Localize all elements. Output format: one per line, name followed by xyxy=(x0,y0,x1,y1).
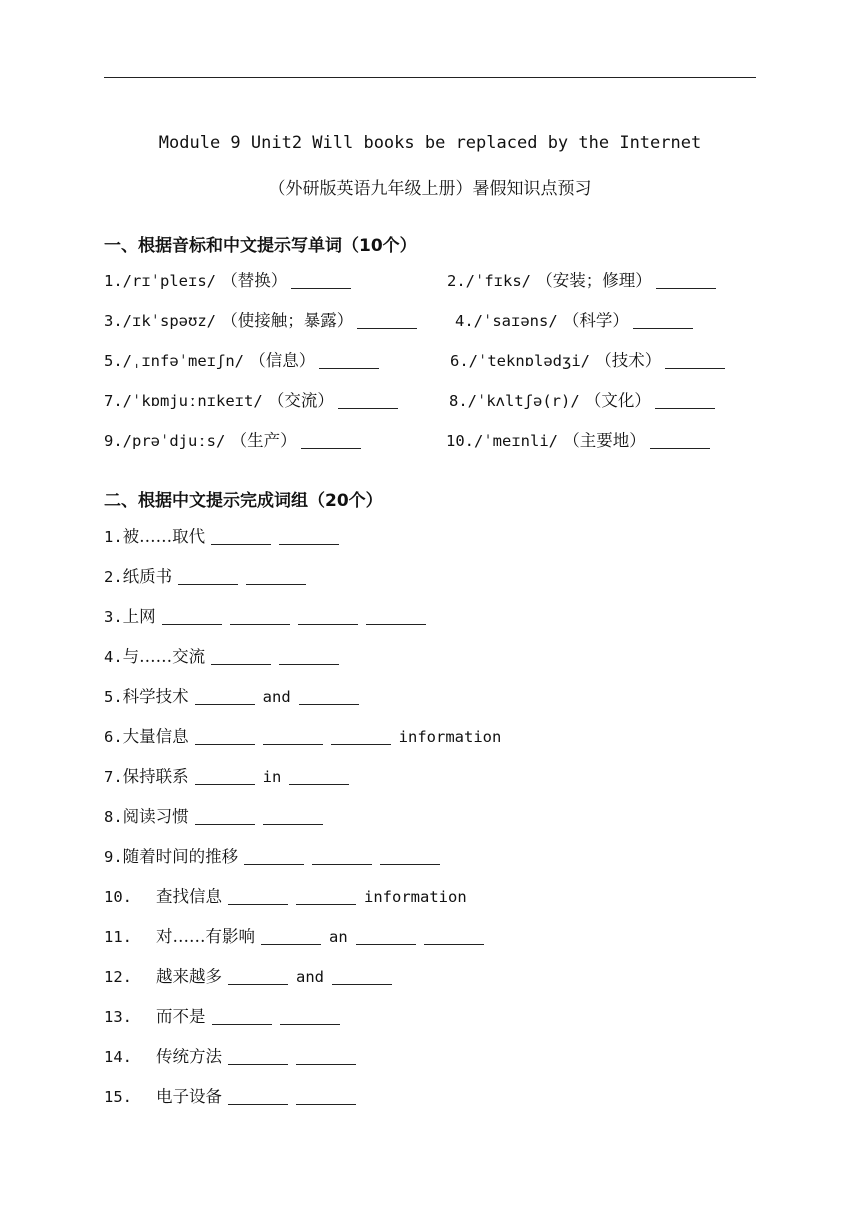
answer-blank[interactable] xyxy=(332,983,392,985)
phonetic: /rɪˈpleɪs/ xyxy=(122,272,216,290)
item-number: 9. xyxy=(104,432,123,450)
vocab-item xyxy=(104,270,355,292)
document-title-english: Module 9 Unit2 Will books be replaced by the Internet xyxy=(158,133,702,153)
answer-blank[interactable] xyxy=(633,327,693,329)
answer-blank[interactable] xyxy=(296,1063,356,1065)
phrase-prompt: 随着时间的推移 xyxy=(122,847,239,866)
phrase-item xyxy=(104,1086,360,1108)
answer-blank[interactable] xyxy=(228,1103,288,1105)
phrase-item xyxy=(104,686,363,708)
meaning: （主要地） xyxy=(563,431,646,450)
meaning: （替换） xyxy=(221,271,288,290)
meaning: （交流） xyxy=(267,391,334,410)
item-number: 4. xyxy=(455,312,474,330)
answer-blank[interactable] xyxy=(212,1023,272,1025)
phrase-prompt: 电子设备 xyxy=(156,1087,222,1106)
answer-blank[interactable] xyxy=(655,407,715,409)
item-number: 14. xyxy=(104,1048,132,1066)
answer-blank[interactable] xyxy=(280,1023,340,1025)
item-number: 3. xyxy=(104,312,123,330)
item-number: 8. xyxy=(449,392,468,410)
meaning: （生产） xyxy=(230,431,297,450)
phrase-item xyxy=(104,846,444,868)
answer-blank[interactable] xyxy=(228,983,288,985)
vocab-item xyxy=(104,430,365,452)
item-number: 5. xyxy=(104,688,123,706)
answer-blank[interactable] xyxy=(299,703,359,705)
item-number: 5. xyxy=(104,352,123,370)
item-number: 6. xyxy=(104,728,123,746)
answer-blank[interactable] xyxy=(298,623,358,625)
meaning: （科学） xyxy=(562,311,629,330)
item-number: 9. xyxy=(104,848,123,866)
given-word: information xyxy=(398,728,502,746)
phrase-item xyxy=(104,726,505,748)
item-number: 6. xyxy=(450,352,469,370)
phrase-item xyxy=(104,606,430,628)
item-number: 10. xyxy=(446,432,474,450)
answer-blank[interactable] xyxy=(228,903,288,905)
item-number: 2. xyxy=(104,568,123,586)
vocab-item xyxy=(447,270,720,292)
phrase-item xyxy=(104,646,343,668)
answer-blank[interactable] xyxy=(195,743,255,745)
answer-blank[interactable] xyxy=(228,1063,288,1065)
meaning: （使接触；暴露） xyxy=(221,311,354,330)
phrase-prompt: 被……取代 xyxy=(122,527,206,546)
phrase-prompt: 查找信息 xyxy=(156,887,222,906)
meaning: （信息） xyxy=(249,351,316,370)
answer-blank[interactable] xyxy=(656,287,716,289)
phonetic: /prəˈdjuːs/ xyxy=(122,432,226,450)
item-number: 7. xyxy=(104,768,123,786)
item-number: 1. xyxy=(104,528,123,546)
answer-blank[interactable] xyxy=(244,863,304,865)
item-number: 13. xyxy=(104,1008,132,1026)
answer-blank[interactable] xyxy=(331,743,391,745)
answer-blank[interactable] xyxy=(296,1103,356,1105)
answer-blank[interactable] xyxy=(296,903,356,905)
answer-blank[interactable] xyxy=(289,783,349,785)
answer-blank[interactable] xyxy=(211,543,271,545)
item-number: 8. xyxy=(104,808,123,826)
answer-blank[interactable] xyxy=(195,783,255,785)
answer-blank[interactable] xyxy=(319,367,379,369)
phrase-item xyxy=(104,1046,360,1068)
phonetic: /ɪkˈspəʊz/ xyxy=(122,312,216,330)
given-word: and xyxy=(262,688,291,706)
answer-blank[interactable] xyxy=(211,663,271,665)
phrase-prompt: 对……有影响 xyxy=(156,927,255,946)
vocab-item xyxy=(449,390,719,412)
answer-blank[interactable] xyxy=(301,447,361,449)
answer-blank[interactable] xyxy=(261,943,321,945)
phrase-prompt: 而不是 xyxy=(156,1007,206,1026)
section2-heading: 二、根据中文提示完成词组（20个） xyxy=(104,491,383,511)
phrase-prompt: 阅读习惯 xyxy=(122,807,189,826)
phrase-item xyxy=(104,526,343,548)
vocab-item xyxy=(104,390,402,412)
answer-blank[interactable] xyxy=(665,367,725,369)
given-word: information xyxy=(364,888,467,906)
phrase-item xyxy=(104,806,327,828)
item-number: 1. xyxy=(104,272,123,290)
answer-blank[interactable] xyxy=(357,327,417,329)
phonetic: /ˈfɪks/ xyxy=(465,272,531,290)
given-word: and xyxy=(296,968,324,986)
item-number: 7. xyxy=(104,392,123,410)
item-number: 12. xyxy=(104,968,132,986)
phonetic: /ˈteknɒlədʒi/ xyxy=(468,352,590,370)
answer-blank[interactable] xyxy=(279,543,339,545)
item-number: 15. xyxy=(104,1088,132,1106)
vocab-item xyxy=(455,310,697,332)
phrase-prompt: 纸质书 xyxy=(122,567,173,586)
header-rule xyxy=(104,77,756,78)
phrase-item xyxy=(104,966,396,988)
meaning: （文化） xyxy=(584,391,651,410)
phrase-prompt: 保持联系 xyxy=(122,767,189,786)
answer-blank[interactable] xyxy=(312,863,372,865)
vocab-item xyxy=(104,350,383,372)
answer-blank[interactable] xyxy=(195,703,255,705)
item-number: 2. xyxy=(447,272,466,290)
phrase-prompt: 越来越多 xyxy=(156,967,222,986)
phrase-item xyxy=(104,1006,344,1028)
vocab-item xyxy=(446,430,714,452)
answer-blank[interactable] xyxy=(356,943,416,945)
phrase-item xyxy=(104,886,471,908)
answer-blank[interactable] xyxy=(650,447,710,449)
answer-blank[interactable] xyxy=(380,863,440,865)
answer-blank[interactable] xyxy=(230,623,290,625)
meaning: （技术） xyxy=(595,351,662,370)
phrase-prompt: 上网 xyxy=(122,607,156,626)
phonetic: /ˈkʌltʃə(r)/ xyxy=(467,392,580,410)
phonetic: /ˈmeɪnli/ xyxy=(474,432,558,450)
vocab-item xyxy=(104,310,417,332)
phrase-prompt: 大量信息 xyxy=(122,727,189,746)
phonetic: /ˈsaɪəns/ xyxy=(473,312,558,330)
answer-blank[interactable] xyxy=(279,663,339,665)
answer-blank[interactable] xyxy=(195,823,255,825)
given-word: in xyxy=(262,768,282,786)
given-word: an xyxy=(329,928,348,946)
phrase-item xyxy=(104,926,488,948)
answer-blank[interactable] xyxy=(263,743,323,745)
answer-blank[interactable] xyxy=(263,823,323,825)
phrase-prompt: 与……交流 xyxy=(122,647,206,666)
phrase-item xyxy=(104,766,353,788)
section1-heading: 一、根据音标和中文提示写单词（10个） xyxy=(104,236,417,256)
item-number: 10. xyxy=(104,888,132,906)
phonetic: /ˌɪnfəˈmeɪʃn/ xyxy=(122,352,244,370)
meaning: （安装；修理） xyxy=(536,271,652,290)
document-title-chinese: （外研版英语九年级上册）暑假知识点预习 xyxy=(268,179,592,199)
phrase-prompt: 科学技术 xyxy=(122,687,189,706)
answer-blank[interactable] xyxy=(162,623,222,625)
answer-blank[interactable] xyxy=(338,407,398,409)
vocab-item xyxy=(450,350,729,372)
answer-blank[interactable] xyxy=(291,287,351,289)
item-number: 4. xyxy=(104,648,123,666)
answer-blank[interactable] xyxy=(424,943,484,945)
phrase-prompt: 传统方法 xyxy=(156,1047,222,1066)
item-number: 11. xyxy=(104,928,132,946)
phrase-item xyxy=(104,566,310,588)
item-number: 3. xyxy=(104,608,123,626)
answer-blank[interactable] xyxy=(366,623,426,625)
answer-blank[interactable] xyxy=(178,583,238,585)
phonetic: /ˈkɒmjuːnɪkeɪt/ xyxy=(122,392,263,410)
answer-blank[interactable] xyxy=(246,583,306,585)
